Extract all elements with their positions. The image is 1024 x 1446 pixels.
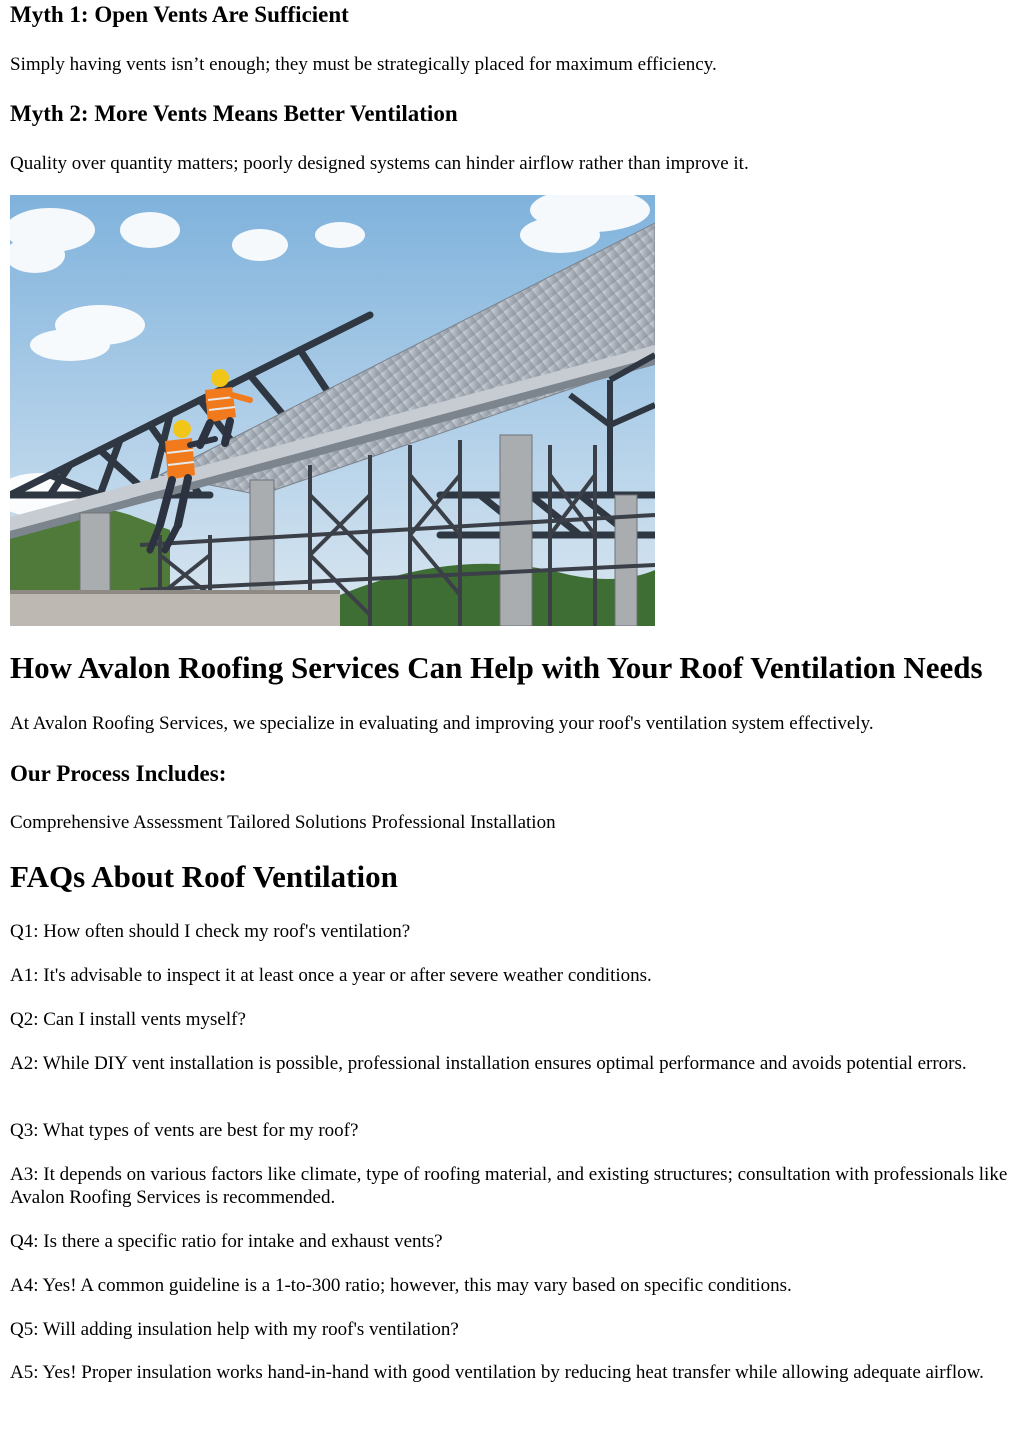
faq-question: Q5: Will adding insulation help with my roof's ventilation? [10,1319,459,1340]
faq-answer: A3: It depends on various factors like climate, type of roofing material, and existing structures; consultation with professionals like Avalon Roofing Services is recommended. [10,1164,1008,1208]
faq-question: Q4: Is there a specific ratio for intake and exhaust vents? [10,1231,443,1252]
myth-1-text: Simply having vents isn’t enough; they must be strategically placed for maximum efficiency. [10,54,717,75]
myth-1-heading: Myth 1: Open Vents Are Sufficient [10,2,349,27]
roof-construction-photo [10,195,655,626]
faq-answer: A5: Yes! Proper insulation works hand-in-hand with good ventilation by reducing heat transfer while allowing adequate airflow. [10,1362,984,1383]
myth-2-text: Quality over quantity matters; poorly designed systems can hinder airflow rather than improve it. [10,153,749,174]
myth-2-heading: Myth 2: More Vents Means Better Ventilation [10,101,458,126]
faq-answer: A2: While DIY vent installation is possible, professional installation ensures optimal performance and avoids potential errors. [10,1053,967,1074]
faq-answer: A4: Yes! A common guideline is a 1-to-300 ratio; however, this may vary based on specific conditions. [10,1275,792,1296]
faq-question: Q1: How often should I check my roof's ventilation? [10,921,411,942]
process-heading: Our Process Includes: [10,761,227,786]
services-heading: How Avalon Roofing Services Can Help with Your Roof Ventilation Needs [10,650,983,685]
faq-question: Q3: What types of vents are best for my roof? [10,1120,359,1141]
faq-answer: A1: It's advisable to inspect it at least once a year or after severe weather conditions. [10,965,652,986]
faq-question: Q2: Can I install vents myself? [10,1009,246,1030]
faqs-heading: FAQs About Roof Ventilation [10,859,398,894]
process-list-text: Comprehensive Assessment Tailored Solutions Professional Installation [10,812,556,833]
services-text: At Avalon Roofing Services, we specialize in evaluating and improving your roof's ventilation system effectively. [10,713,874,734]
